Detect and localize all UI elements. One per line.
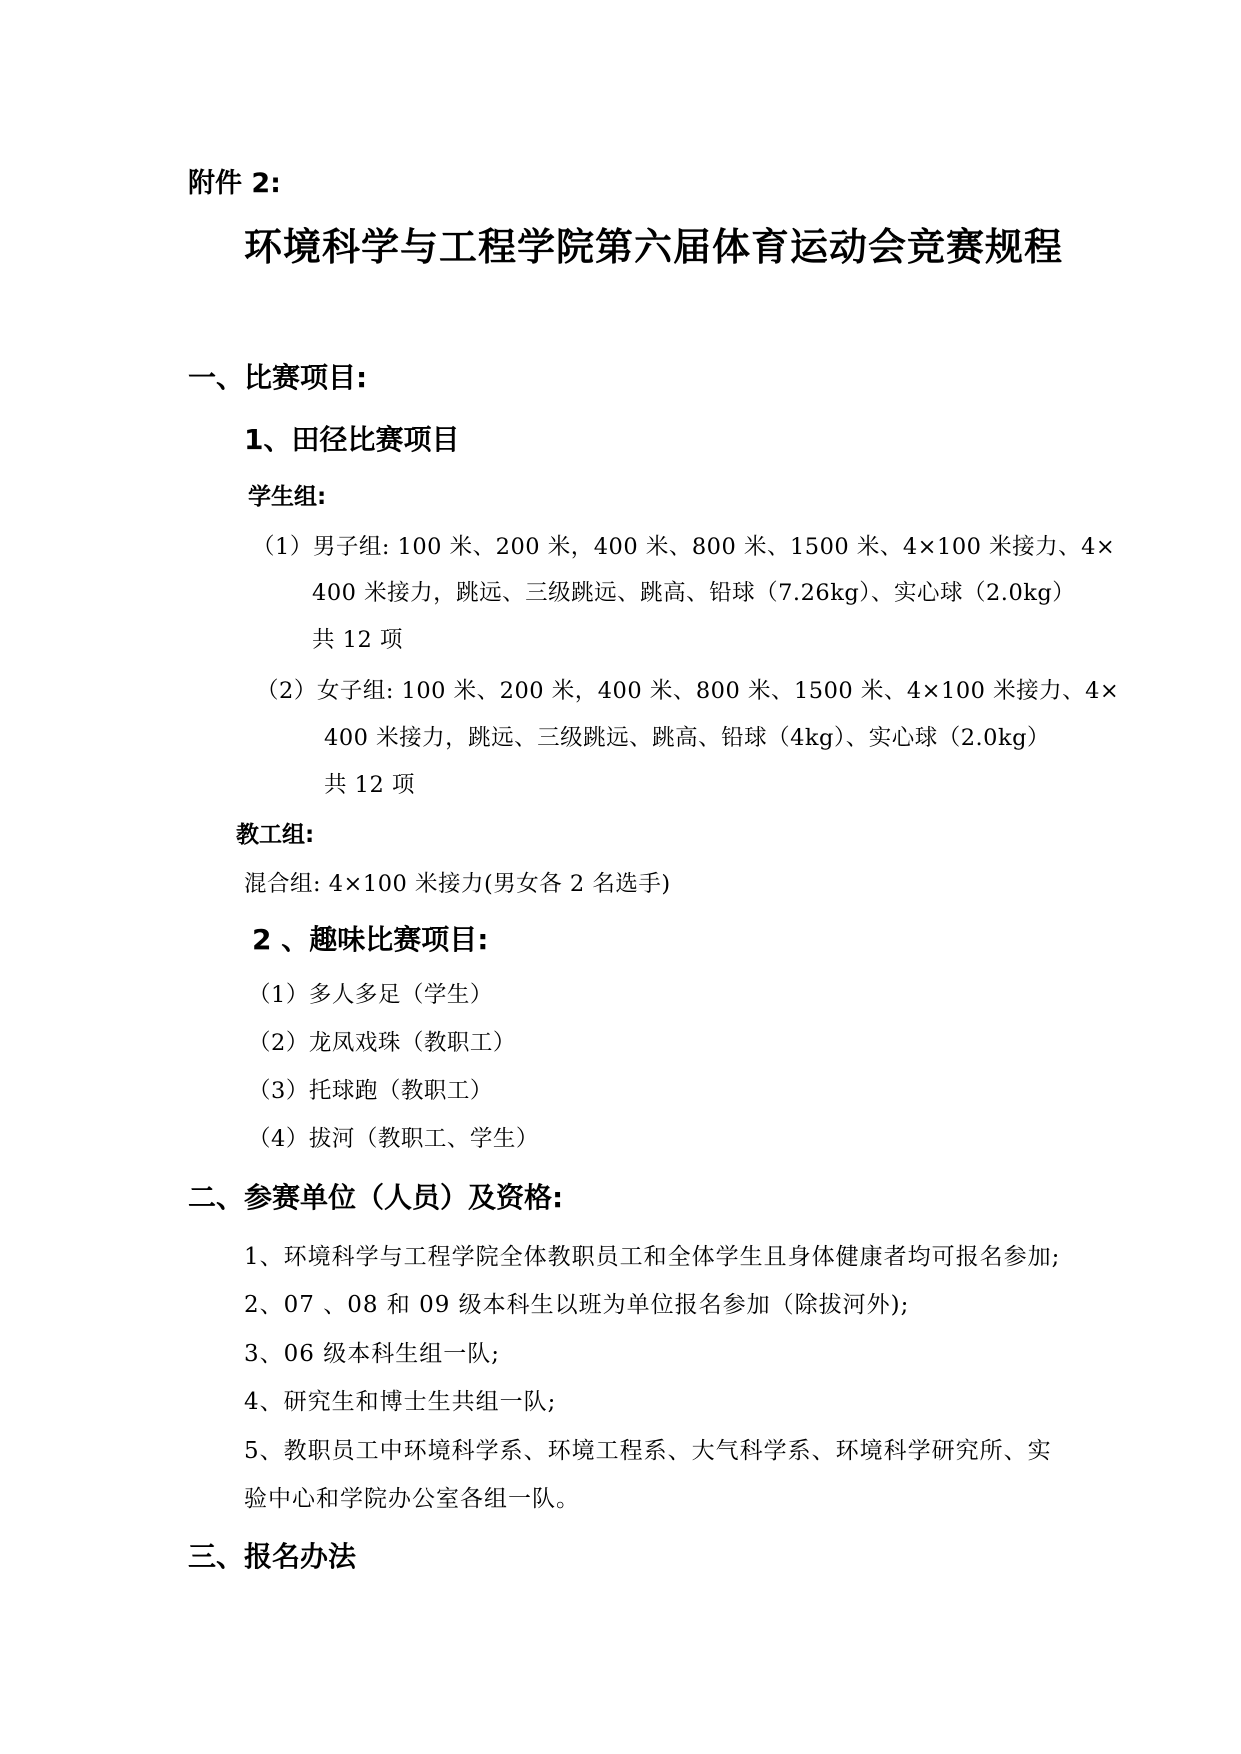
document-title: 环境科学与工程学院第六届体育运动会竞赛规程: [244, 225, 1064, 269]
eligibility-item: 3、06 级本科生组一队;: [244, 1341, 500, 1367]
women-events-line-3: 共 12 项: [324, 772, 415, 798]
eligibility-item: 1、环境科学与工程学院全体教职员工和全体学生且身体健康者均可报名参加;: [244, 1244, 1061, 1270]
staff-mixed-events: 混合组: 4×100 米接力(男女各 2 名选手): [244, 871, 671, 897]
eligibility-item-continuation: 验中心和学院办公室各组一队。: [244, 1486, 580, 1512]
eligibility-item: 2、07 、08 和 09 级本科生以班为单位报名参加（除拔河外);: [244, 1292, 910, 1318]
subsection-fun-events-heading: 2 、趣味比赛项目:: [252, 923, 489, 956]
men-events-line-1: （1）男子组: 100 米、200 米，400 米、800 米、1500 米、4×100 米接力、4×: [252, 534, 1116, 560]
men-events-line-3: 共 12 项: [312, 627, 403, 653]
attachment-label: 附件 2:: [188, 168, 281, 199]
fun-event-item: （1）多人多足（学生）: [248, 982, 493, 1008]
fun-event-item: （2）龙凤戏珠（教职工）: [248, 1030, 516, 1056]
student-group-label: 学生组:: [248, 484, 327, 510]
section-2-heading: 二、参赛单位（人员）及资格:: [188, 1181, 564, 1214]
section-3-heading: 三、报名办法: [188, 1540, 357, 1573]
fun-event-item: （3）托球跑（教职工）: [248, 1078, 493, 1104]
men-events-line-2: 400 米接力，跳远、三级跳远、跳高、铅球（7.26kg）、实心球（2.0kg）: [312, 580, 1076, 606]
eligibility-item: 4、研究生和博士生共组一队;: [244, 1389, 557, 1415]
women-events-line-2: 400 米接力，跳远、三级跳远、跳高、铅球（4kg）、实心球（2.0kg）: [324, 725, 1051, 751]
subsection-track-field-heading: 1、田径比赛项目: [244, 423, 460, 456]
staff-group-label: 教工组:: [236, 822, 315, 848]
eligibility-item: 5、教职员工中环境科学系、环境工程系、大气科学系、环境科学研究所、实: [244, 1438, 1052, 1464]
fun-event-item: （4）拔河（教职工、学生）: [248, 1126, 539, 1152]
women-events-line-1: （2）女子组: 100 米、200 米，400 米、800 米、1500 米、4×100 米接力、4×: [256, 678, 1120, 704]
section-1-heading: 一、比赛项目:: [188, 361, 368, 394]
